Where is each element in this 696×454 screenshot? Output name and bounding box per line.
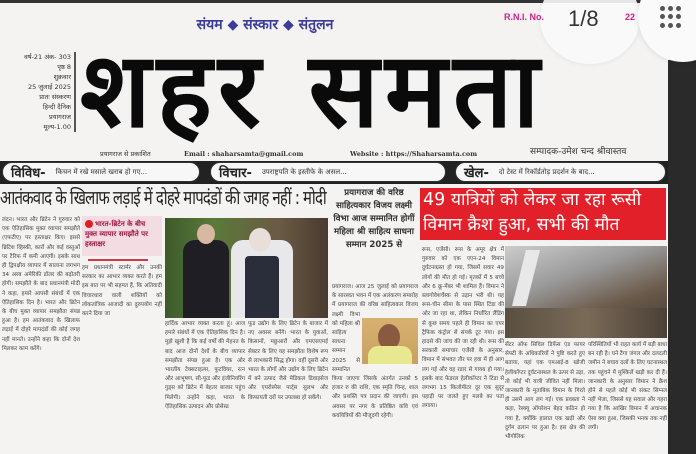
section-vichar[interactable] bbox=[210, 162, 446, 182]
crowd bbox=[505, 308, 667, 338]
info-line: 25 जुलाई 2025 bbox=[27, 83, 71, 91]
divider bbox=[88, 259, 148, 261]
lead-headline: आतंकवाद के खिलाफ लड़ाई में दोहरे मापदंडों की जगह नहीं : मोदी bbox=[0, 187, 326, 209]
right-column-3: परिस्थितियों भी राहत कार्य में बड़ी बाधा बन रही है। घने टैगा जंगल और दलदली जमीन ने बचाव दलों के लिए घटनास्थल तक पहुंचने में मुश्किलें खड़ी कर दी हैं। जानकारी के अनुसार विमान ने क्रैश होने से पहले कोई भी संकट सिग्नल नहीं भेजा, जिससे यह सवाल और गहरा गया है कि आखिर विमान में अचानक ऐसा क्या हुआ, जिसकी भनक तक नहीं लगी। bbox=[588, 342, 667, 431]
right-headline-box bbox=[420, 188, 666, 240]
middle-column bbox=[332, 283, 418, 454]
saree bbox=[368, 346, 412, 364]
info-line: प्रातः संस्करण bbox=[39, 93, 71, 101]
person-head bbox=[197, 224, 215, 244]
section-vividh[interactable] bbox=[2, 162, 200, 182]
website-link[interactable]: Website : https://Shaharsamta.com bbox=[350, 150, 478, 158]
viewer-background bbox=[668, 60, 696, 454]
info-line: हिन्दी दैनिक bbox=[42, 103, 71, 111]
lead-headline-area bbox=[0, 186, 326, 212]
plane-tail bbox=[512, 250, 540, 306]
vest bbox=[245, 256, 279, 318]
section-teaser: उपराष्ट्रपति के इस्तीफे के असल... bbox=[261, 167, 347, 176]
person-figure bbox=[183, 240, 229, 318]
right-column-1: रूस, एजेंसी। रूस के अमूर क्षेत्र में गुरुवार को एक एएन-24 विमान दुर्घटनाग्रस्त हो गया, जिसमें सवार 49 लोगों की मौत हो गई। मृतकों में 5 बच्चे और 6 क्रू-मेंबर भी शामिल हैं। विमान ने ब्लागोवेशचेंस्क से उड़ान भरी थी। यह रूस-चीन सीमा के पास स्थित टिंडा की ओर जा रहा था, लेकिन निर्धारित लैंडिंग से कुछ समय पहले ही विमान का एयर ट्रैफिक कंट्रोल से संपर्क टूट गया। इस हादसे की जांच की जा रही थी। रूस की सरकारी समाचार एजेंसी के अनुसार, विमान में संभवत तौर पर हवा में ही आग लग गई और वह रडार से गायब हो गया। इसके बाद फेडरल हेलीकॉप्टर ने टिंडा से लगभग 15 किलोमीटर दूर एक सुदूर पहाड़ी पर जलते हुए मलबे का पता लगाया। bbox=[422, 247, 504, 410]
boxed-subheading bbox=[82, 216, 162, 256]
info-line: प्रयागराज bbox=[49, 113, 71, 121]
lead-column-2: हम प्रधानमंत्री स्टार्मर और उनकी सरकार का आभार व्यक्त करते हैं। हम इस बात पर भी सहमत हैं, कि अतिवादी विचारधारा वाली शक्तियों को लोकतांत्रिक आजादी का दुरुपयोग नहीं करने दिया जा bbox=[82, 265, 162, 318]
section-label: विचार- bbox=[219, 166, 252, 181]
section-label: खेल- bbox=[464, 166, 489, 181]
info-line: वर्ष-21 अंक- 303 bbox=[24, 53, 71, 61]
rni-number: 22 bbox=[625, 12, 636, 22]
published-from: प्रयागराज से प्रकाशित bbox=[100, 150, 151, 158]
grid-dots-icon[interactable] bbox=[660, 6, 680, 28]
red-dot-icon bbox=[85, 220, 93, 228]
person-head bbox=[249, 228, 271, 252]
headline-line: 49 यात्रियों को लेकर जा रहा रूसी bbox=[423, 190, 642, 210]
photo-modi-starmer bbox=[165, 218, 328, 318]
section-teaser: किचन में रखे मसाले खराब हो गए... bbox=[55, 167, 148, 176]
lead-column-4: फूड उद्योग के लिए ब्रिटेन के बाजार में नए अवसर बनेंगे। भारत के युवाओं, किसानों, मछुआरों और एमएसएमई सेक्टर के लिए यह समझौता विशेष रूप से लाभकारी सिद्ध होगा। वहीं दूसरी ओर भारत के लोगों और उद्योग के लिए ब्रिटेन में बने उत्पाद जैसे मेडिकल डिवाइसेज और एयरोस्पेस पार्ट्स सुलभ और किफायती दरों पर उपलब्ध हो सकेंगे। bbox=[248, 321, 328, 401]
section-khel[interactable] bbox=[455, 162, 666, 182]
photo-plane-crash bbox=[505, 246, 667, 338]
info-line: पृष्ठ 8 bbox=[57, 63, 71, 71]
newspaper-title: शहर समता bbox=[80, 29, 546, 151]
photo-vijay-lakshmi-vibha bbox=[362, 318, 418, 364]
info-line: शुक्रवार bbox=[53, 73, 71, 81]
email: Email : shaharsamta@gmail.com bbox=[184, 150, 304, 158]
boxed-heading-text: भारत-ब्रिटेन के बीच मुक्त व्यापार समझौते पर हस्ताक्षर bbox=[85, 220, 149, 248]
middle-body: प्रयागराज। आज 25 जुलाई को प्रयागराज के सारस्वत भवन में एक अलंकरण समारोह में प्रयागराज की वरिष्ठ साहित्यकार विजय लक्ष्मी विभा को महिला श्री साहित्य साधना सम्मान 2025 से सम्मानित किया जाएगा जिसके अंतर्गत उनको 5 हजार रु की राशि, एक स्मृति चिन्ह, शाल और प्रशस्ति पत्र प्रदान की जाएगी। इस अवसर पर नगर के प्रतिष्ठित कवि एवं कवयित्रियों की मौजूदगी रहेगी। bbox=[332, 284, 418, 419]
lead-column-1: लंदन। भारत और ब्रिटेन ने गुरुवार को एक ऐतिहासिक मुक्त व्यापार समझौते (एफटीए) पर हस्ताक्षर किए। इससे ब्रिटिश व्हिस्की, कारों और कई वस्तुओं पर टैरिफ में कमी आएगी। इसके साथ ही द्विपक्षीय व्यापार में सालाना लगभग 34 अरब अमेरिकी डॉलर की बढ़ोतरी होगी। समझौते के बाद प्रधानमंत्री मोदी ने कहा, हमारे आपसी संबंधों में एक ऐतिहासिक दिन है। भारत और ब्रिटेन के बीच मुक्त व्यापार समझौता संपन्न हुआ है। हम आतंकवाद के खिलाफ लड़ाई में दोहरे मापदंडों की कोई जगह नहीं मानते। उन्होंने कहा कि दोनों देश मिलकर काम करेंगे। bbox=[2, 217, 80, 352]
section-teaser: दो टेस्ट में रिकॉर्डतोड़ प्रदर्शन के बाद... bbox=[498, 167, 595, 176]
rni-label: R.N.I. No. bbox=[504, 12, 544, 22]
page-counter: 1/8 bbox=[568, 6, 599, 31]
section-label: विविध- bbox=[11, 166, 46, 181]
tagline: संयम ◆ संस्कार ◆ संतुलन bbox=[196, 17, 334, 33]
edition-info bbox=[0, 52, 76, 132]
middle-headline: प्रयागराज की वरिष्ठ साहित्यकार विजय लक्ष्मी विभा आज सम्मानित होगीं महिला श्री साहित्य साधना सम्मान 2025 से bbox=[333, 188, 415, 250]
right-column-2: सेंटर ऑफ सिविल डिफेंस एंड फायर सेफ्टी के अधिकारियों ने पुष्टि करते हुए बताया, यहां एक एमआई-8 खोजी हेलीकॉप्टर दुर्घटनास्थल के ऊपर से उड़ा, तो कोई भी यात्री जीवित नहीं मिला। जानकारी के मुताबिक विमान के गिरते ही उसमें आग लग गई। एक प्रवक्ता ने कहा, रेस्क्यू ऑपरेशन बेहद कठिन हो गया है, क्योंकि हालात एक खड़ी और दुर्गम ढलान पर हुआ है। इस क्षेत्र की भौगोलिक bbox=[505, 342, 585, 441]
headline-line: विमान क्रैश हुआ, सभी की मौत bbox=[423, 215, 620, 235]
info-line: मूल्य-1.00 bbox=[43, 123, 71, 131]
editor-name: सम्पादक-उमेश चन्द श्रीवास्तव bbox=[530, 147, 627, 157]
lead-column-3: हार्दिक आभार व्यक्त करता हूं। आज हमारे संबंधों में एक ऐतिहासिक दिन है। मुझे खुशी है कि कई वर्षों की मेहनत के बाद आज दोनों देशों के बीच व्यापार समझौता संपन्न हुआ है। एक ओर भारतीय टेक्सटाइल्स, फुटवियर, रत्न और आभूषण, सी-फूड और इंजीनियरिंग गुड्स को ब्रिटेन में बेहतर बाजार पहुंच मिलेगी। उन्होंने कहा, भारत के ऐतिहासिक उत्पादन और प्रोसेस्ड bbox=[165, 321, 245, 410]
